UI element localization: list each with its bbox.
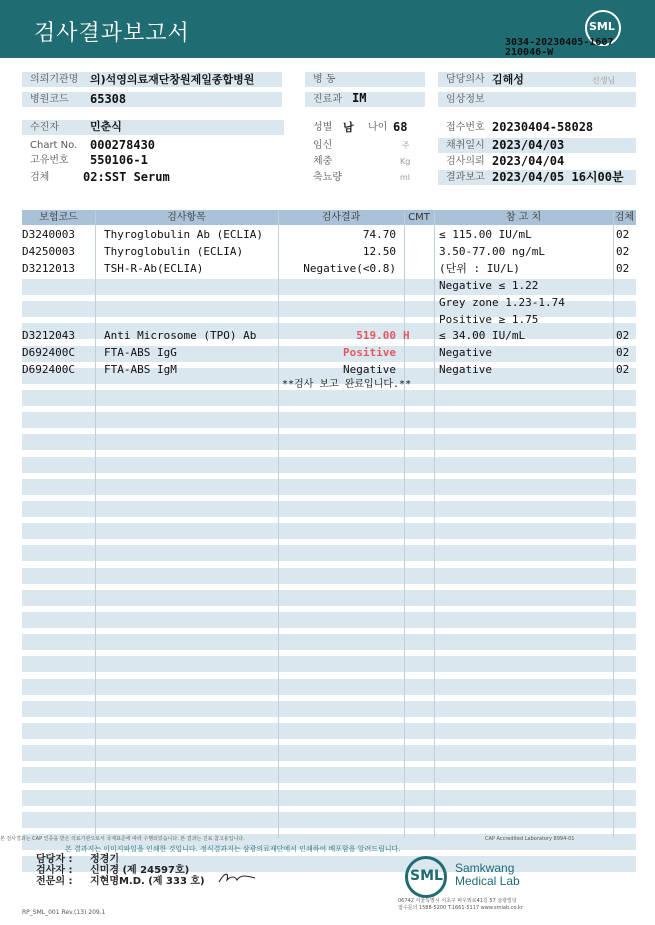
header-code: 보험코드 (39, 212, 78, 223)
header-reference: 참 고 치 (505, 212, 542, 223)
doctor-label: 담당의사 (438, 72, 636, 87)
age-label: 나이 (368, 122, 388, 133)
receipt-label: 접수번호 (438, 120, 636, 135)
table-stripe (22, 457, 636, 473)
document-number (505, 38, 613, 58)
reporter-label: 담당자 : (36, 854, 73, 865)
cell-item: Thyroglobulin (ECLIA) (104, 244, 244, 258)
urine-unit: ml (400, 173, 411, 182)
document-number-line2: 210046-W (505, 47, 554, 58)
table-stripe (22, 790, 636, 806)
signature-icon (215, 868, 260, 886)
table-stripe (22, 434, 636, 450)
cell-specimen: 02 (616, 261, 630, 275)
weight-unit: Kg (400, 157, 411, 166)
table-stripe (22, 812, 636, 828)
cell-ref: Negative ≤ 1.22 (439, 278, 539, 292)
hospital-code-value: 65308 (90, 92, 127, 106)
sex-value: 남 (343, 121, 354, 134)
examiner-value: 신미경 (제 24597호) (90, 865, 190, 876)
cell-result: Negative (343, 363, 396, 377)
specimen-label: 검체 (30, 172, 50, 183)
cell-result: Negative(<0.8) (303, 261, 396, 275)
cell-code: D3212013 (22, 261, 75, 275)
table-stripe (22, 767, 636, 783)
cell-specimen: 02 (616, 244, 630, 258)
hospital-code-label: 병원코드 (22, 92, 282, 107)
footer-logo-text: SML (410, 868, 443, 884)
receipt-no: 20230404-58028 (492, 120, 594, 134)
cell-item: TSH-R-Ab(ECLIA) (104, 261, 204, 275)
cell-result: Positive (343, 346, 396, 360)
notice-text: 본 결과지는 이미지파일을 인쇄한 것입니다. 정식결과지는 삼광의료재단에서 인쇄하여 배포함을 알려드립니다. (65, 845, 401, 853)
cell-ref: ≤ 115.00 IU/mL (439, 228, 532, 241)
header-item: 검사항목 (167, 212, 206, 223)
lab-name (455, 862, 520, 888)
cell-specimen: 02 (616, 329, 630, 343)
cell-ref: ≤ 34.00 IU/mL (439, 329, 526, 343)
chart-label: Chart No. (30, 140, 78, 151)
table-stripe (22, 723, 636, 739)
form-number: RP_SML_001 Rev.(13) 209.1 (22, 909, 106, 916)
cell-result: 519.00 (356, 329, 396, 343)
column-divider (613, 210, 614, 838)
pregnancy-unit: 주 (402, 141, 410, 150)
collect-date: 2023/04/03 (492, 138, 565, 152)
page-title: 검사결과보고서 (34, 21, 190, 46)
specialist-value: 지현명M.D. (제 333 호) (90, 876, 205, 887)
header-cmt: CMT (408, 212, 430, 223)
cell-ref: 3.50-77.00 ng/mL (439, 244, 545, 258)
cell-ref: Grey zone 1.23-1.74 (439, 295, 565, 309)
cell-specimen: 02 (616, 346, 630, 360)
table-stripe (22, 634, 636, 650)
cell-item: FTA-ABS IgG (104, 346, 177, 360)
cell-specimen: 02 (616, 363, 630, 377)
header-result: 검사결과 (321, 212, 361, 223)
age-value: 68 (393, 120, 408, 134)
dept-value: IM (352, 91, 367, 105)
column-divider (434, 210, 435, 838)
table-stripe (22, 590, 636, 606)
cell-ref: (단위 : IU/L) (439, 261, 520, 275)
report-label: 결과보고 (438, 170, 636, 185)
column-divider (278, 210, 279, 838)
request-date: 2023/04/04 (492, 154, 565, 168)
patient-name: 민춘식 (90, 120, 122, 133)
weight-label: 체중 (313, 156, 333, 167)
lab-address: 06742 서울특별시 서초구 바우뫼로41길 57 삼광빌딩 (398, 898, 517, 904)
doctor-value: 김해성 (492, 73, 524, 86)
cell-code: D692400C (22, 363, 75, 377)
table-stripe (22, 479, 636, 495)
clinical-info-label: 임상정보 (438, 92, 636, 107)
unique-label: 고유번호 (30, 155, 69, 166)
cell-specimen: 02 (616, 228, 630, 241)
table-stripe (22, 545, 636, 561)
table-stripe (22, 279, 636, 295)
cell-ref: Negative (439, 363, 492, 377)
table-stripe (22, 568, 636, 584)
cell-item: FTA-ABS IgM (104, 363, 177, 377)
lab-name-line1: Samkwang (455, 861, 515, 875)
dept-label: 진료과 (305, 92, 425, 107)
cell-ref: Positive ≥ 1.75 (439, 312, 539, 326)
ward-label: 병 동 (305, 72, 425, 87)
column-divider (95, 210, 96, 838)
fine-print-left: 본 검사결과는 CAP 인증을 받은 의료기관으로서 국제표준에 따라 수행되었습니다. 본 결과는 진료 참고용입니다. (0, 836, 245, 842)
table-stripe (22, 501, 636, 517)
cell-item: Anti Microsome (TPO) Ab (104, 329, 257, 343)
report-date: 2023/04/05 16시00분 (492, 170, 624, 184)
institution-value: 의)석영의료재단창원제일종합병원 (90, 73, 255, 86)
table-stripe (22, 412, 636, 428)
request-label: 검사의뢰 (438, 154, 636, 169)
lab-contact: 접수문의 1588-5200 T.1661-5117 www.smlab.co.kr (398, 905, 523, 911)
sex-label: 성별 (305, 120, 425, 135)
cell-result: 12.50 (362, 244, 396, 258)
cell-flag: H (403, 329, 410, 343)
doctor-suffix: 선생님 (592, 76, 616, 85)
urine-label: 축뇨량 (313, 172, 342, 183)
table-stripe (22, 523, 636, 539)
table-stripe (22, 656, 636, 672)
table-stripe (22, 679, 636, 695)
collect-label: 채취일시 (438, 138, 636, 153)
header-specimen: 검체 (614, 212, 635, 223)
specialist-label: 전문의 : (36, 876, 73, 887)
document-number-line1: 3034-20230405-1607 (505, 37, 614, 48)
table-stripe (22, 745, 636, 761)
table-stripe (22, 612, 636, 628)
column-divider (404, 210, 405, 838)
lab-name-line2: Medical Lab (455, 874, 520, 888)
table-stripe (22, 701, 636, 717)
logo-text: SML (589, 20, 615, 33)
cell-ref: Negative (439, 346, 492, 360)
cell-result: 74.70 (362, 228, 396, 241)
reporter-value: 정경기 (90, 854, 119, 865)
examiner-label: 검사자 : (36, 865, 73, 876)
institution-label: 의뢰기관명 (22, 72, 282, 87)
specimen-value: 02:SST Serum (83, 170, 170, 184)
end-note: **검사 보고 완료입니다.** (282, 379, 412, 390)
patient-label: 수진자 (22, 120, 284, 135)
cell-code: D3240003 (22, 228, 75, 241)
cell-code: D3212043 (22, 329, 75, 343)
fine-print-right: CAP Accredited Laboratory 8994-01 (485, 836, 575, 842)
cell-code: D4250003 (22, 244, 75, 258)
unique-no: 550106-1 (90, 153, 148, 167)
pregnancy-label: 임신 (313, 140, 333, 151)
chart-no: 000278430 (90, 138, 156, 152)
cell-code: D692400C (22, 346, 75, 360)
cell-item: Thyroglobulin Ab (ECLIA) (104, 228, 263, 241)
